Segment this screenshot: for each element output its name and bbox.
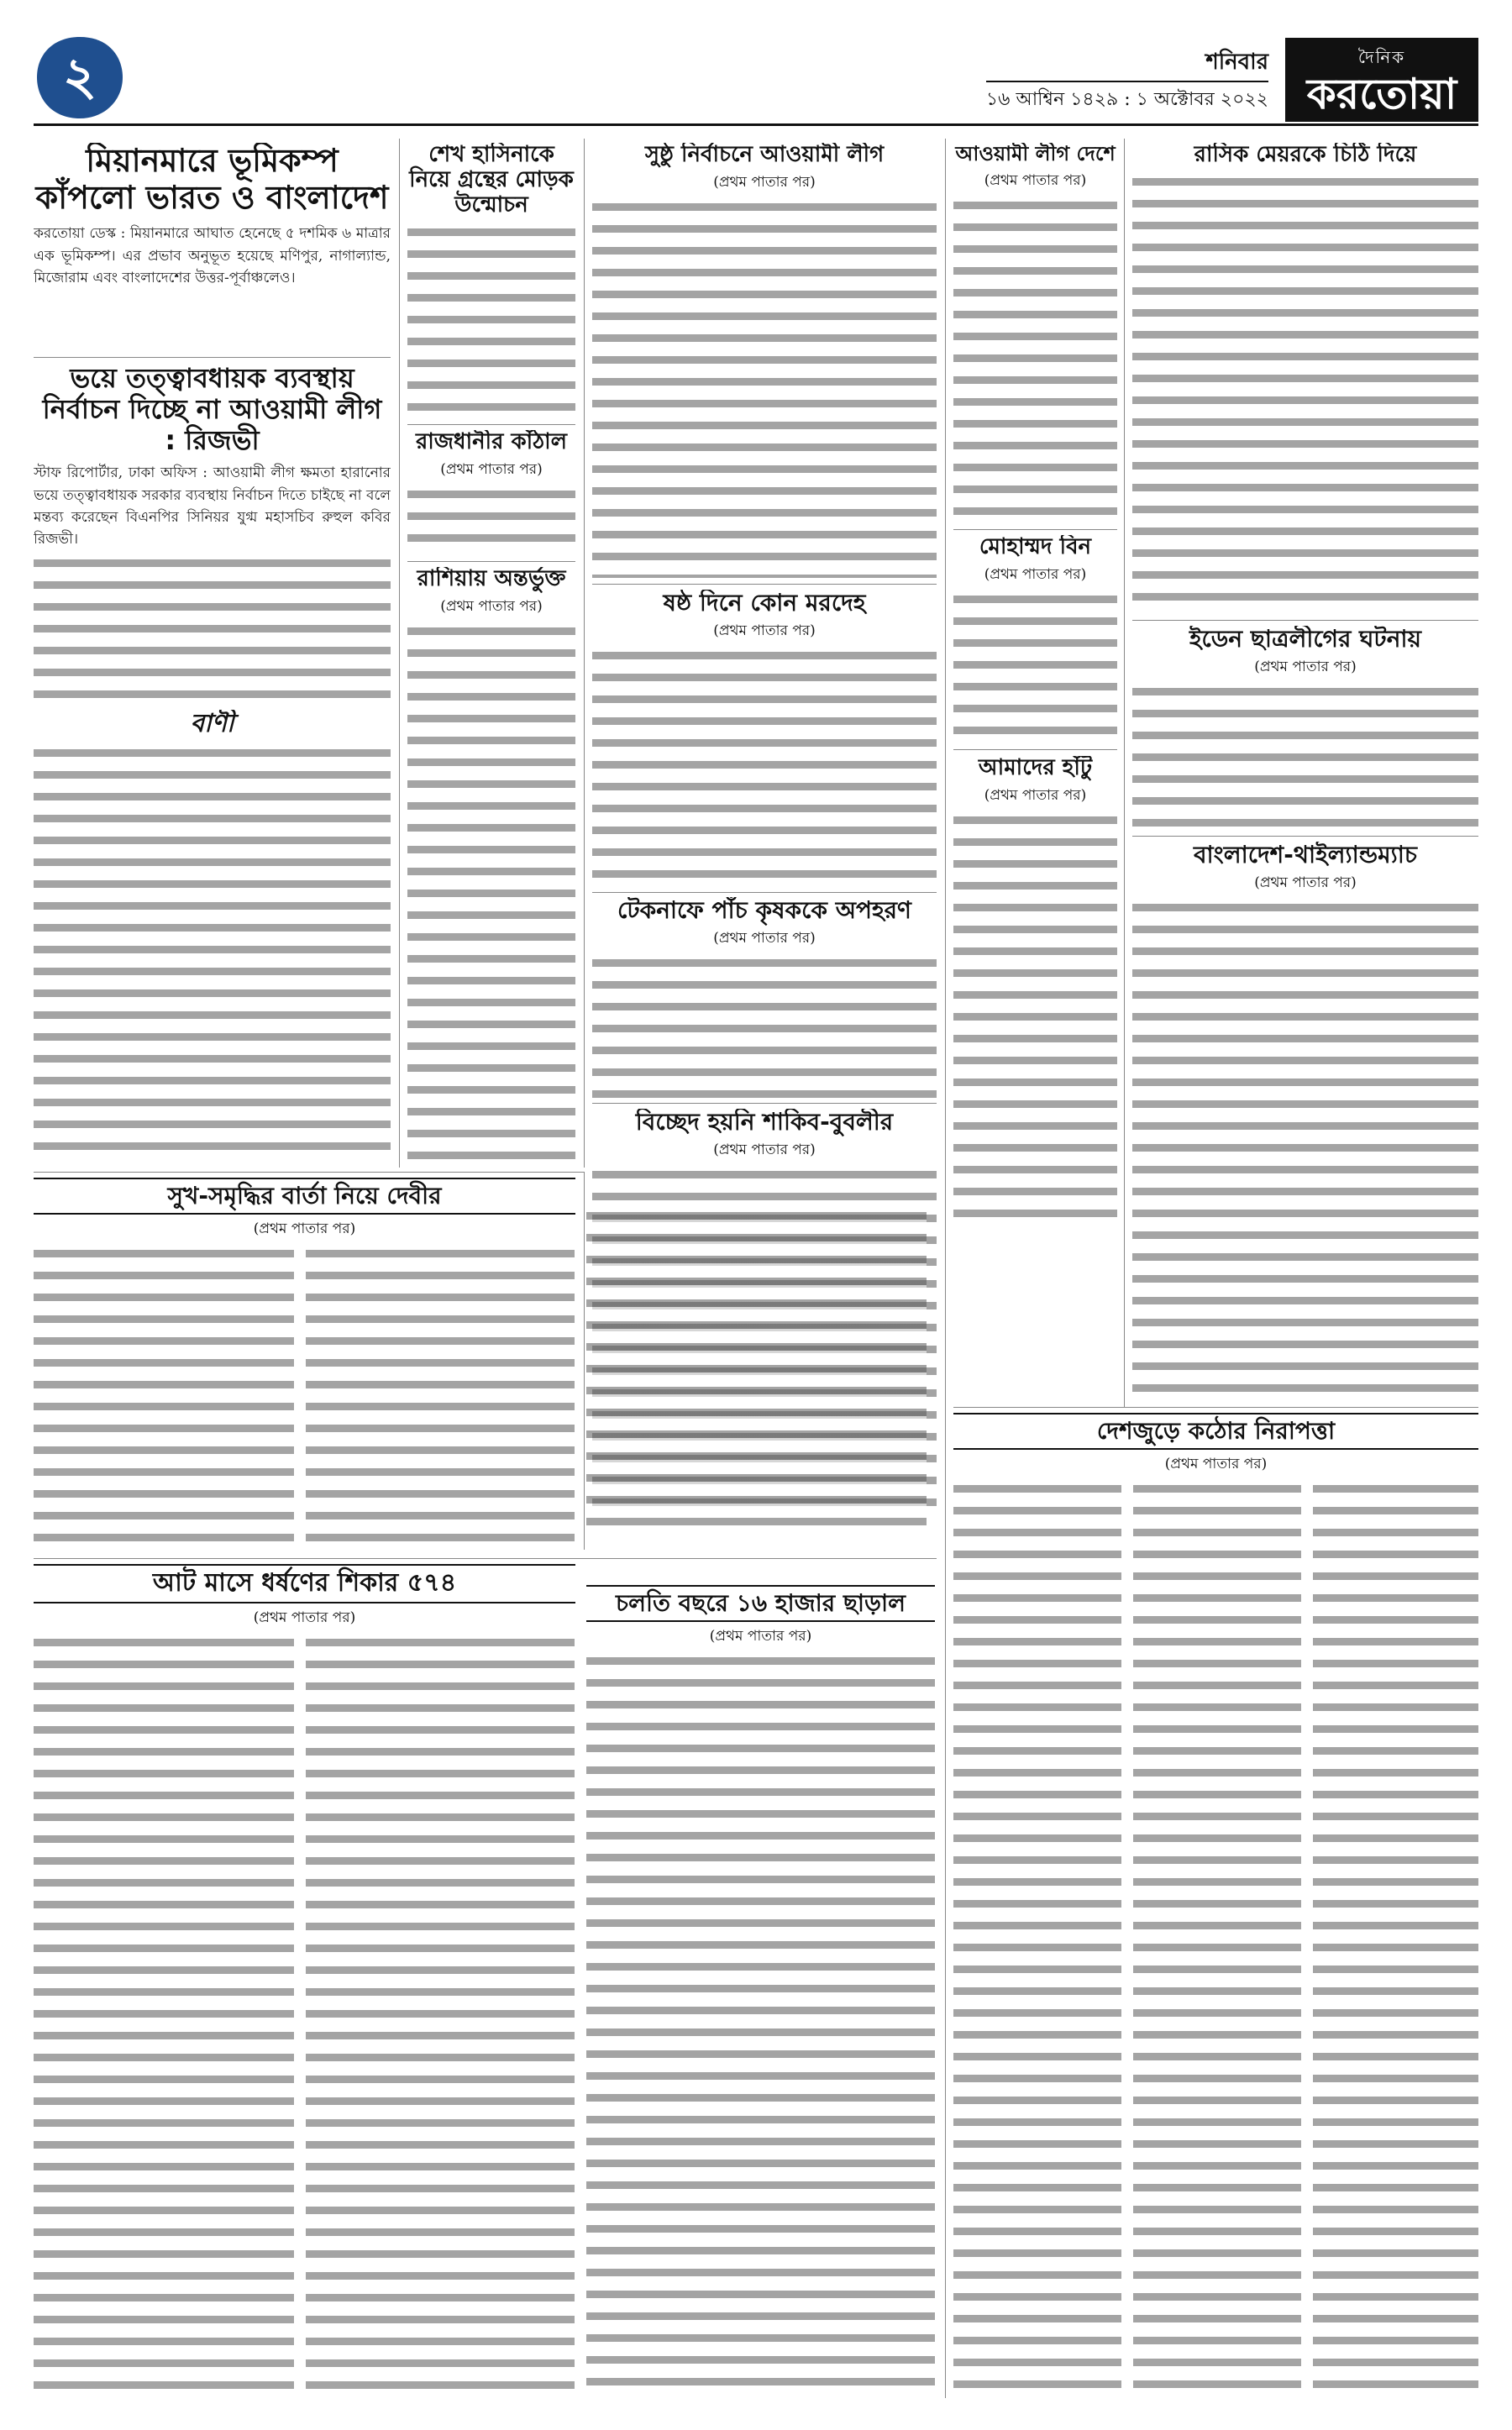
headline: সুষ্ঠু নির্বাচনে আওয়ামী লীগ bbox=[644, 143, 885, 167]
article-russia: রাশিয়ায় অন্তর্ভুক্ত (প্রথম পাতার পর) bbox=[407, 567, 575, 1168]
headline: রাজধানীর কাঁঠাল bbox=[415, 430, 568, 454]
headline: রাসিক মেয়রকে চিঠি দিয়ে bbox=[1194, 143, 1417, 167]
page-number-badge bbox=[34, 34, 126, 122]
headline: আওয়ামী লীগ দেশে bbox=[955, 143, 1116, 165]
headline: মোহাম্মদ বিন bbox=[979, 535, 1092, 559]
headline: ইডেন ছাত্রলীগের ঘটনায় bbox=[1189, 626, 1422, 653]
headline: ভয়ে তত্ত্বাবধায়ক ব্যবস্থায় নির্বাচন দিচ্ছে না আওয়ামী লীগ : রিজভী bbox=[42, 363, 382, 456]
page-number-icon bbox=[34, 34, 126, 122]
article-rajshahi: রাজধানীর কাঁঠাল (প্রথম পাতার পর) bbox=[407, 430, 575, 556]
headline: বিচ্ছেদ হয়নি শাকিব-বুবলীর bbox=[635, 1109, 894, 1136]
article-eden: ইডেন ছাত্রলীগের ঘটনায় (প্রথম পাতার পর) bbox=[1132, 626, 1478, 832]
article-prosperity: সুখ-সমৃদ্ধির বার্তা নিয়ে দেবীর (প্রথম পাতার পর) bbox=[34, 1178, 937, 1551]
headline: আমাদের হাঁটু bbox=[978, 756, 1093, 780]
article-mohammad: মোহাম্মদ বিন (প্রথম পাতার পর) bbox=[953, 535, 1117, 745]
newspaper-logo: দৈনিক করতোয়া bbox=[1285, 38, 1478, 122]
article-knee: আমাদের হাঁটু (প্রথম পাতার পর) bbox=[953, 756, 1117, 1222]
article-al-country: আওয়ামী লীগ দেশে (প্রথম পাতার পর) bbox=[953, 143, 1117, 525]
headline: রাশিয়ায় অন্তর্ভুক্ত bbox=[417, 567, 566, 591]
article-rape: আট মাসে ধর্ষণের শিকার ৫৭৪ (প্রথম পাতার পর) চলতি বছরে ১৬ হাজার ছাড়াল (প্রথম পাতার পর) bbox=[34, 1564, 937, 2396]
headline: বাণী bbox=[190, 710, 234, 738]
svg-text:২: ২ bbox=[62, 45, 97, 107]
headline: সুখ-সমৃদ্ধির বার্তা নিয়ে দেবীর bbox=[34, 1178, 575, 1215]
headline: বাংলাদেশ-থাইল্যান্ডম্যাচ bbox=[1193, 842, 1418, 869]
headline: ষষ্ঠ দিনে কোন মরদেহ bbox=[663, 590, 866, 617]
article-teknaf: টেকনাফে পাঁচ কৃষককে অপহরণ (প্রথম পাতার পর) bbox=[592, 897, 937, 1099]
date-line: ১৬ আশ্বিন ১৪২৯ : ১ অক্টোবর ২০২২ bbox=[985, 89, 1268, 110]
article-thailand: বাংলাদেশ-থাইল্যান্ডম্যাচ (প্রথম পাতার পর) bbox=[1132, 842, 1478, 1396]
article-mayor bbox=[1132, 143, 1478, 613]
release-headline: চলতি বছরে ১৬ হাজার ছাড়াল bbox=[586, 1585, 935, 1622]
article-sixth-day: ষষ্ঠ দিনে কোন মরদেহ (প্রথম পাতার পর) bbox=[592, 590, 937, 888]
headline: টেকনাফে পাঁচ কৃষককে অপহরণ bbox=[617, 897, 911, 924]
article-hasina bbox=[407, 143, 575, 420]
article-bani bbox=[34, 710, 391, 1168]
article-lead: স্টাফ রিপোর্টার, ঢাকা অফিস : আওয়ামী লীগ ক্ষমতা হারানোর ভয়ে তত্ত্বাবধায়ক সরকার ব্যবস্থায় নির্বাচন দিতে চাইছে না বলে মন্তব্য করেছেন বিএনপির সিনিয়র যুগ্ম মহাসচিব রুহুল কবির রিজভী। bbox=[34, 464, 391, 548]
headline: মিয়ানমারে ভূমিকম্প কাঁপলো ভারত ও বাংলাদেশ bbox=[35, 143, 389, 216]
article-fair-election: সুষ্ঠু নির্বাচনে আওয়ামী লীগ (প্রথম পাতার পর) bbox=[592, 143, 937, 580]
headline: শেখ হাসিনাকে নিয়ে গ্রন্থের মোড়ক উন্মোচন bbox=[409, 143, 574, 218]
article-security: দেশজুড়ে কঠোর নিরাপত্তা (প্রথম পাতার পর) bbox=[953, 1413, 1478, 2396]
day-name: শনিবার bbox=[986, 46, 1268, 82]
article-quake bbox=[34, 143, 391, 353]
headline: দেশজুড়ে কঠোর নিরাপত্তা bbox=[953, 1413, 1478, 1450]
article-caretaker bbox=[34, 363, 391, 699]
article-shakib: বিচ্ছেদ হয়নি শাকিব-বুবলীর (প্রথম পাতার পর) bbox=[592, 1109, 937, 1512]
article-lead: করতোয়া ডেস্ক : মিয়ানমারে আঘাত হেনেছে ৫ দশমিক ৬ মাত্রার এক ভূমিকম্প। এর প্রভাব অনুভূত হয়েছে মণিপুর, নাগাল্যান্ড, মিজোরাম এবং বাংলাদেশের উত্তর-পূর্বাঞ্চলেও। bbox=[34, 225, 391, 287]
headline: আট মাসে ধর্ষণের শিকার ৫৭৪ bbox=[34, 1564, 575, 1603]
masthead bbox=[34, 34, 1478, 126]
